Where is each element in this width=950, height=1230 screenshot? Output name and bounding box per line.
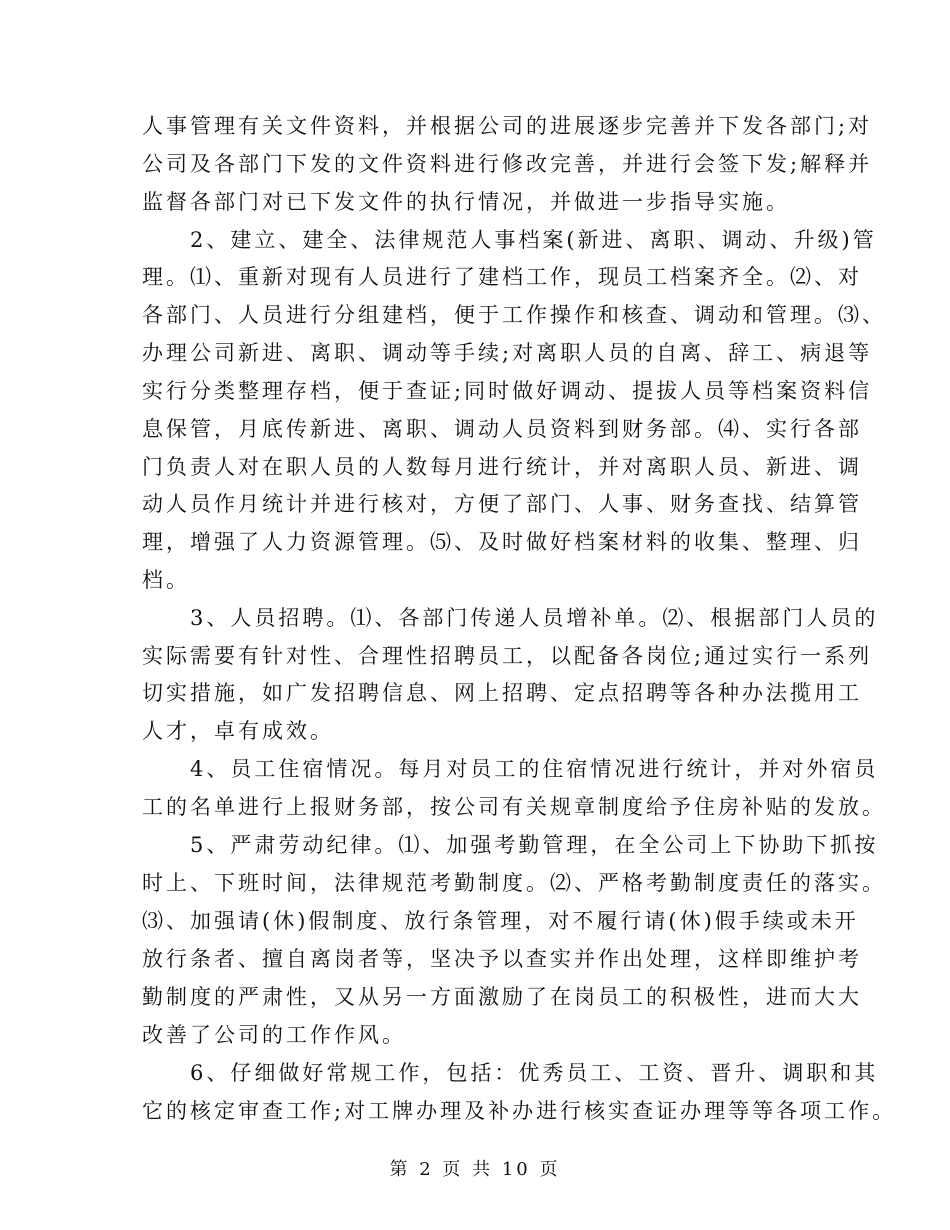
text-line: 实行分类整理存档，便于查证;同时做好调动、提拔人员等档案资料信: [142, 379, 873, 403]
text-line: 人才，卓有成效。: [142, 719, 334, 743]
text-line: ⑶、加强请(休)假制度、放行条管理，对不履行请(休)假手续或未开: [142, 909, 859, 933]
text-line: 门负责人对在职人员的人数每月进行统计，并对离职人员、新进、调: [142, 455, 862, 479]
text-line: 实际需要有针对性、合理性招聘员工，以配备各岗位;通过实行一系列: [142, 644, 873, 668]
text-line: 人事管理有关文件资料，并根据公司的进展逐步完善并下发各部门;对: [142, 114, 873, 138]
text-line: 各部门、人员进行分组建档，便于工作操作和核查、调动和管理。⑶、: [142, 303, 886, 327]
text-line: 办理公司新进、离职、调动等手续;对离职人员的自离、辞工、病退等: [142, 341, 873, 365]
text-line: 公司及各部门下发的文件资料进行修改完善，并进行会签下发;解释并: [142, 152, 873, 176]
text-line: 切实措施，如广发招聘信息、网上招聘、定点招聘等各种办法揽用工: [142, 681, 862, 705]
page-number-footer: 第 2 页 共 10 页: [389, 1159, 561, 1180]
text-line: 3、人员招聘。⑴、各部门传递人员增补单。⑵、根据部门人员的: [142, 606, 879, 630]
text-line: 息保管，月底传新进、离职、调动人员资料到财务部。⑷、实行各部: [142, 417, 862, 441]
text-line: 理，增强了人力资源管理。⑸、及时做好档案材料的收集、整理、归: [142, 530, 862, 554]
text-line: 工的名单进行上报财务部，按公司有关规章制度给予住房补贴的发放。: [142, 795, 886, 819]
text-line: 监督各部门对已下发文件的执行情况，并做进一步指导实施。: [142, 190, 790, 214]
text-line: 2、建立、建全、法律规范人事档案(新进、离职、调动、升级)管: [142, 228, 877, 252]
text-line: 勤制度的严肃性，又从另一方面激励了在岗员工的积极性，进而大大: [142, 985, 862, 1009]
text-line: 6、仔细做好常规工作，包括：优秀员工、工资、晋升、调职和其: [142, 1061, 879, 1085]
text-line: 5、严肃劳动纪律。⑴、加强考勤管理，在全公司上下协助下抓按: [142, 833, 879, 857]
text-line: 放行条者、擅自离岗者等，坚决予以查实并作出处理，这样即维护考: [142, 947, 862, 971]
text-line: 4、员工住宿情况。每月对员工的住宿情况进行统计，并对外宿员: [142, 757, 879, 781]
text-line: 改善了公司的工作作风。: [142, 1023, 406, 1047]
text-line: 动人员作月统计并进行核对，方便了部门、人事、财务查找、结算管: [142, 492, 862, 516]
text-line: 档。: [142, 568, 190, 592]
text-line: 它的核定审查工作;对工牌办理及补办进行核实查证办理等等各项工作。: [142, 1099, 897, 1123]
text-line: 时上、下班时间，法律规范考勤制度。⑵、严格考勤制度责任的落实。: [142, 871, 886, 895]
text-line: 理。⑴、重新对现有人员进行了建档工作，现员工档案齐全。⑵、对: [142, 265, 862, 289]
